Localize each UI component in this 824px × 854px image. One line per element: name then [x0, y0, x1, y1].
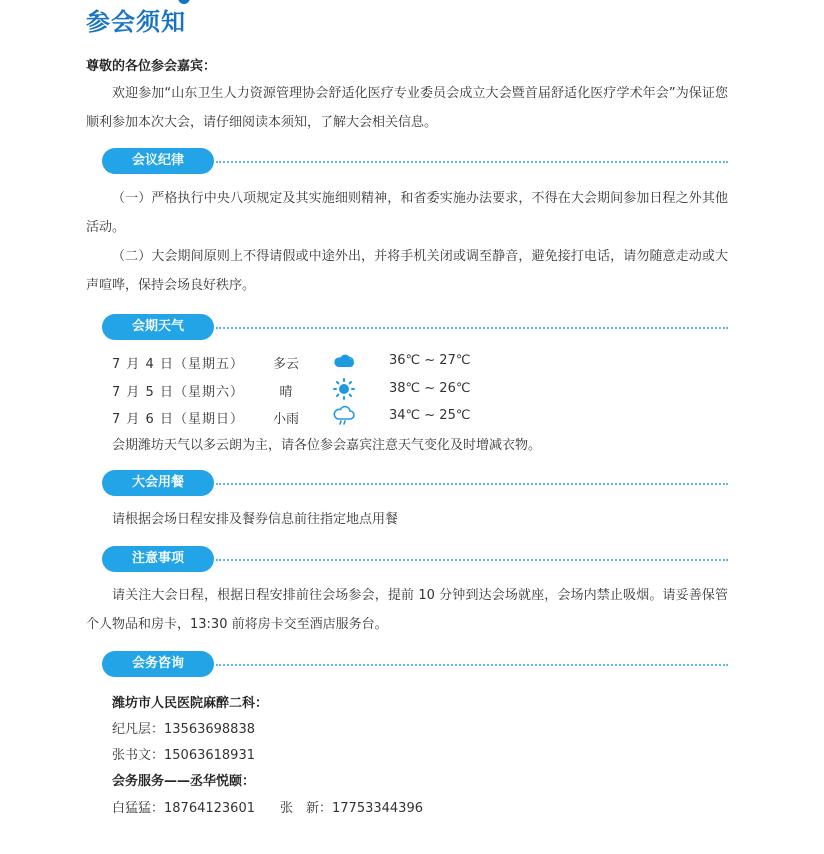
weather-condition: 小雨 [272, 412, 299, 427]
weather-row [112, 350, 512, 374]
weather-date: 7 月 6 日（星期日） [112, 412, 244, 427]
rain-cloud-icon [332, 405, 356, 427]
section-label: 会议纪律 [102, 148, 214, 174]
section-label: 会期天气 [102, 314, 214, 340]
weather-row [112, 378, 512, 402]
weather-temp: 38℃ ~ 26℃ [389, 381, 471, 396]
sun-icon [332, 378, 356, 400]
discipline-item-1: （一）严格执行中央八项规定及其实施细则精神，和省委实施办法要求，不得在大会期间参加日程之外其他活动。 [86, 191, 728, 235]
contact-person: 张书文：15063618931 [112, 748, 255, 763]
weather-date: 7 月 5 日（星期六） [112, 385, 244, 400]
page-title: 参会须知 [86, 8, 186, 36]
discipline-item-2: （二）大会期间原则上不得请假或中途外出，并将手机关闭或调至静音，避免接打电话，请勿随意走动或大声喧哗，保持会场良好秩序。 [86, 249, 728, 293]
weather-condition: 晴 [279, 385, 293, 400]
section-label: 会务咨询 [102, 651, 214, 677]
section-header-dining [102, 470, 728, 496]
dotted-divider [216, 327, 728, 329]
dining-text: 请根据会场日程安排及餐券信息前往指定地点用餐 [112, 512, 399, 527]
contact-person: 张 新：17753344396 [280, 801, 423, 816]
contact-person: 白猛猛：18764123601 [112, 801, 255, 816]
section-label: 大会用餐 [102, 470, 214, 496]
dotted-divider [216, 161, 728, 163]
section-header-weather [102, 314, 728, 340]
weather-note: 会期潍坊天气以多云朗为主，请各位参会嘉宾注意天气变化及时增减衣物。 [112, 438, 542, 453]
contact-person: 纪凡层：13563698838 [112, 722, 255, 737]
cloud-icon [332, 350, 356, 372]
weather-date: 7 月 4 日（星期五） [112, 357, 244, 372]
intro-paragraph: 欢迎参加“山东卫生人力资源管理协会舒适化医疗专业委员会成立大会暨首届舒适化医疗学术年会”为保证您顺利参加本次大会，请仔细阅读本须知，了解大会相关信息。 [86, 86, 728, 130]
weather-temp: 36℃ ~ 27℃ [389, 353, 471, 368]
section-label: 注意事项 [102, 546, 214, 572]
weather-row [112, 405, 512, 429]
greeting: 尊敬的各位参会嘉宾： [86, 59, 217, 74]
dotted-divider [216, 559, 728, 561]
section-header-notes [102, 546, 728, 572]
weather-temp: 34℃ ~ 25℃ [389, 408, 471, 423]
contact-org-service: 会务服务——丞华悦颐： [112, 774, 256, 789]
section-header-contact [102, 651, 728, 677]
weather-condition: 多云 [272, 357, 299, 372]
section-header-discipline [102, 148, 728, 174]
contact-org-hospital: 潍坊市人民医院麻醉二科： [112, 696, 269, 711]
dotted-divider [216, 664, 728, 666]
notes-paragraph: 请关注大会日程，根据日程安排前往会场参会，提前 10 分钟到达会场就座，会场内禁止吸烟。请妥善保管个人物品和房卡，13:30 前将房卡交至酒店服务台。 [86, 588, 728, 632]
dotted-divider [216, 483, 728, 485]
